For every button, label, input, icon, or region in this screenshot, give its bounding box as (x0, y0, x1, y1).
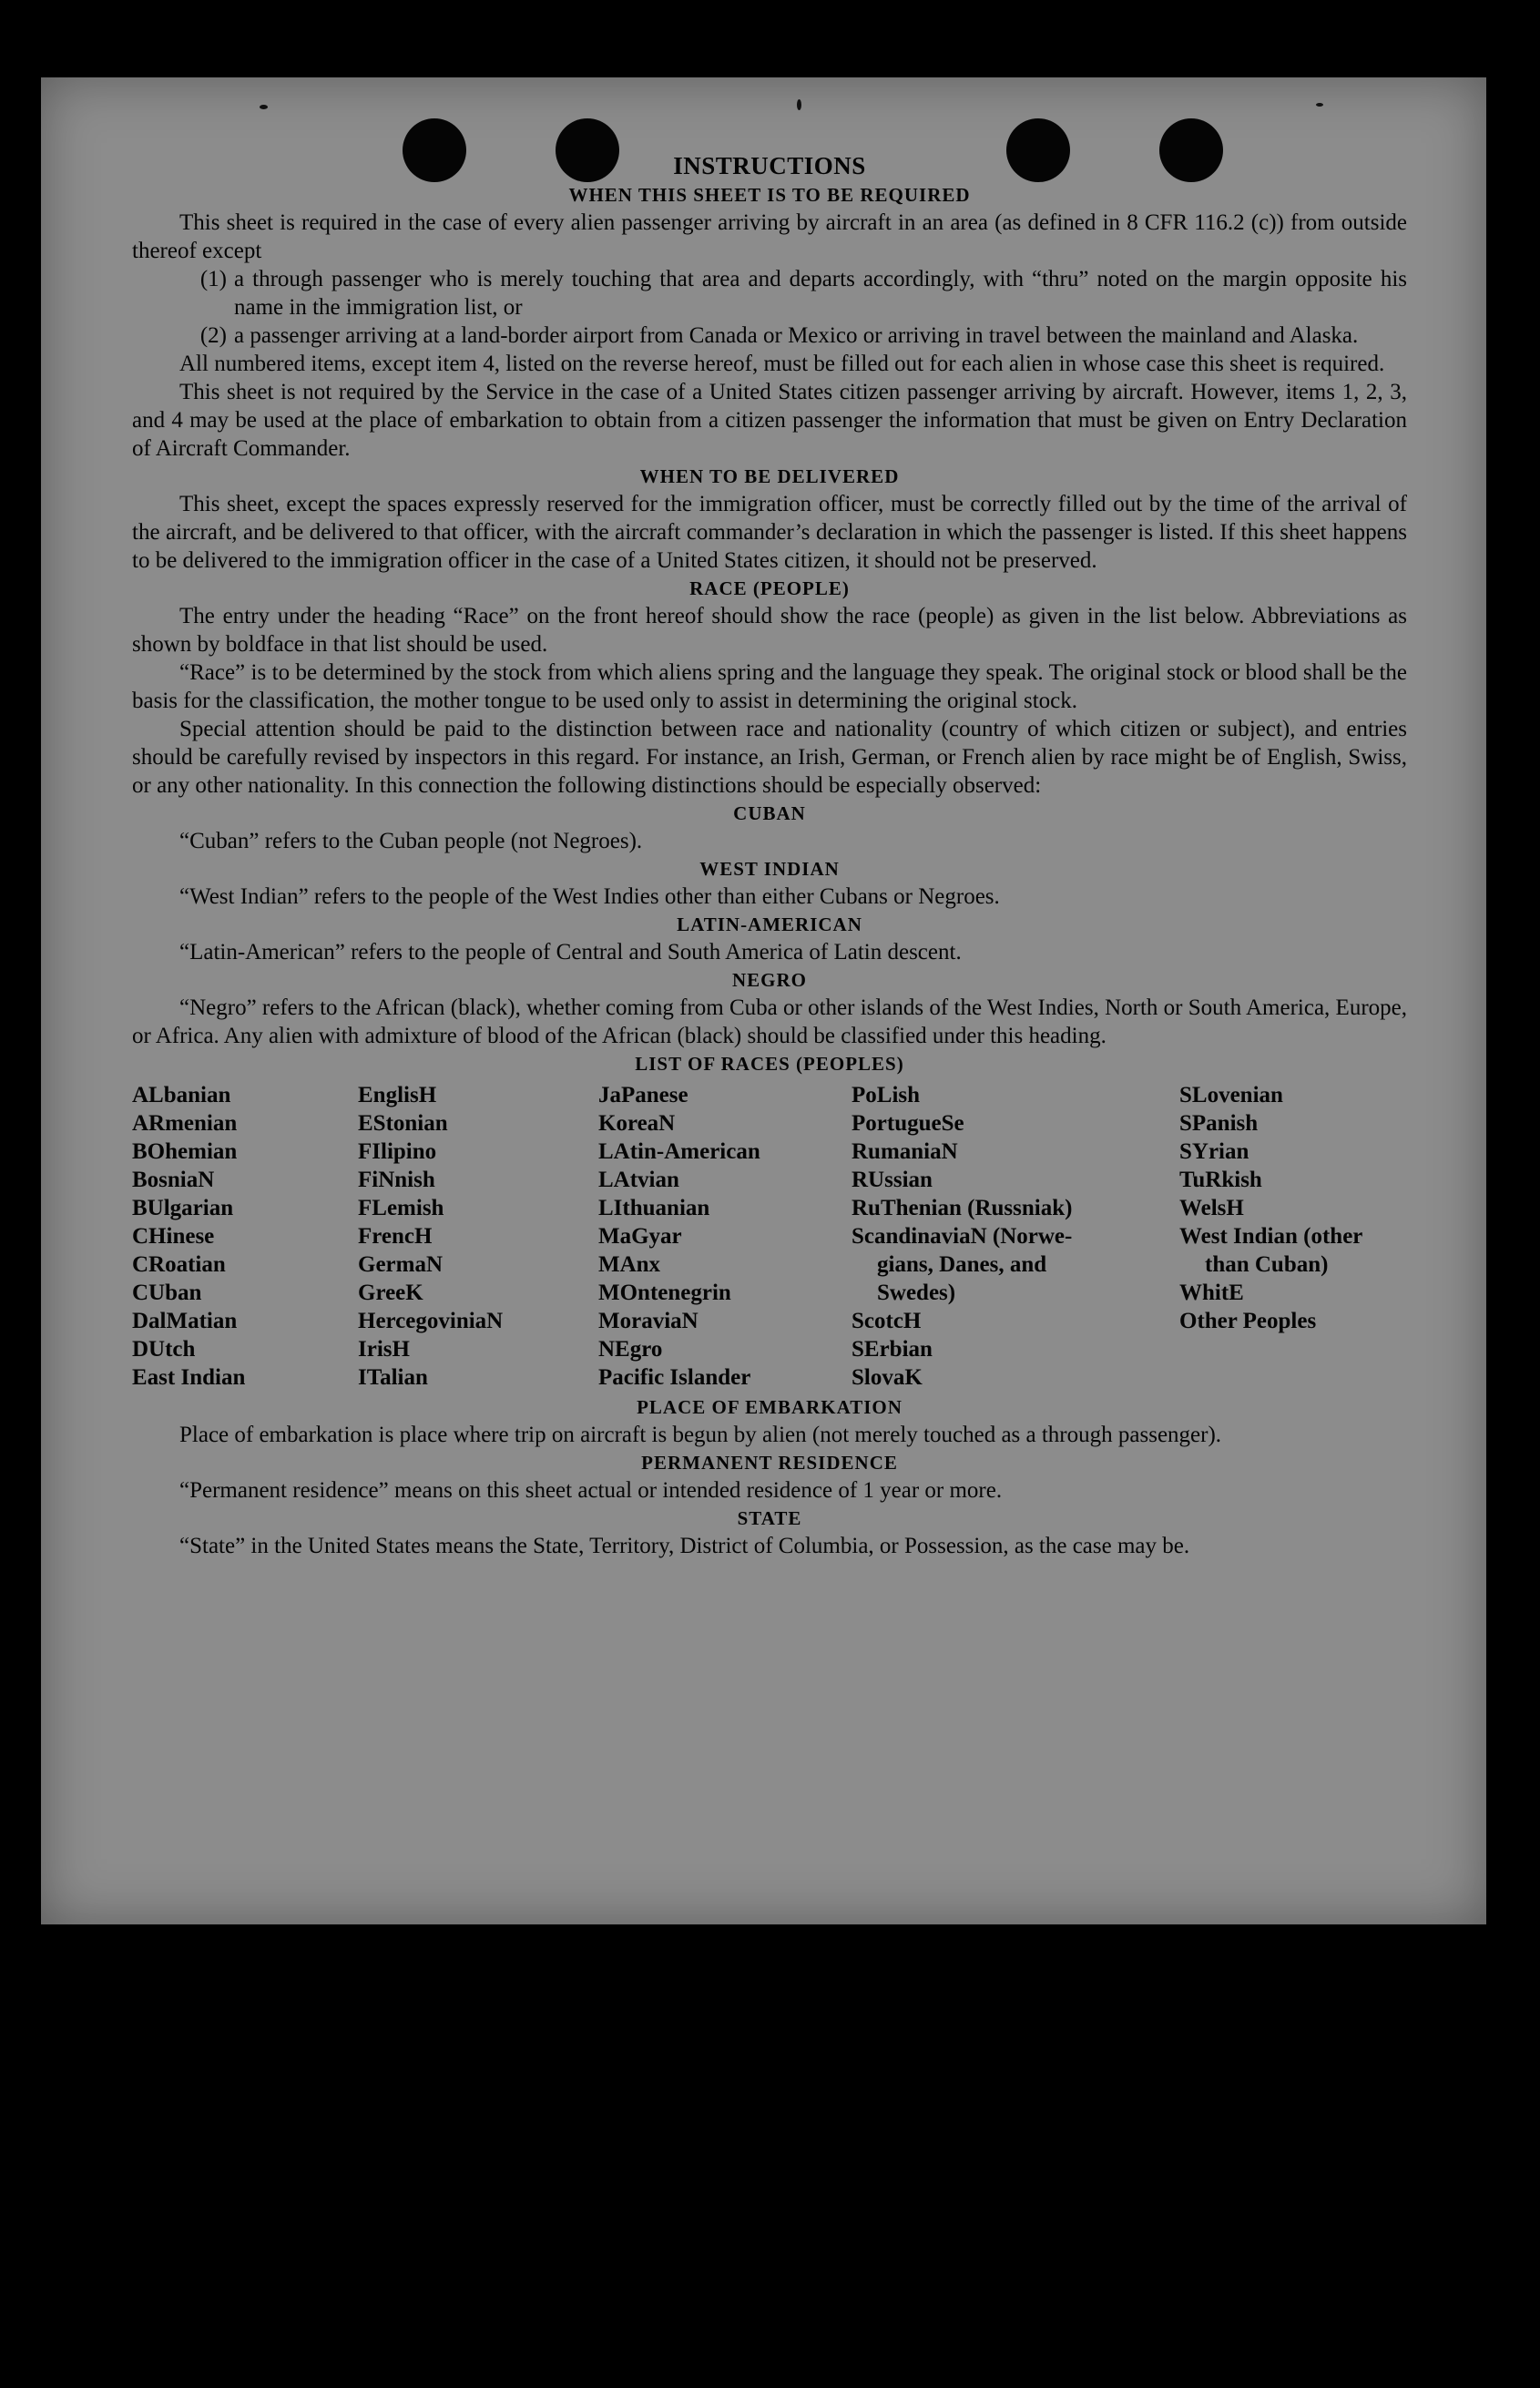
paragraph: The entry under the heading “Race” on the front hereof should show the race (people) as given in the list below. Abbreviations as shown by boldface in that list should be used. (132, 604, 1407, 657)
paragraph: “State” in the United States means the State, Territory, District of Columbia, or Possession, as the case may be. (179, 1534, 1190, 1558)
paragraph: This sheet is required in the case of every alien passenger arriving by aircraft in an area (as defined in 8 CFR 116.2 (c)) from outside thereof except (132, 210, 1407, 263)
paragraph: “Cuban” refers to the Cuban people (not Negroes). (179, 829, 643, 853)
item-text: a passenger arriving at a land-border airport from Canada or Mexico or arriving in travel between the mainland and Alaska. (234, 323, 1359, 348)
speck (260, 105, 268, 109)
race-entry: MAnx (598, 1252, 661, 1277)
section-heading: STATE (737, 1507, 802, 1529)
race-entry: SLovenian (1179, 1083, 1283, 1107)
race-entry: LAtvian (598, 1168, 679, 1192)
race-entry: DalMatian (132, 1309, 238, 1333)
race-entry: ARmenian (132, 1111, 238, 1136)
race-entry: FrencH (358, 1224, 433, 1249)
race-entry: IrisH (358, 1337, 410, 1362)
race-column (358, 1081, 598, 1392)
race-entry: DUtch (132, 1337, 196, 1362)
race-entry: SErbian (852, 1337, 933, 1362)
race-entry: LAtin-American (598, 1139, 760, 1164)
race-entry: ScotcH (852, 1309, 922, 1333)
paragraph: This sheet is not required by the Service in the case of a United States citizen passenger arriving by aircraft. However, items 1, 2, 3, and 4 may be used at the place of embarkation to obtain from a citizen passenger the information that must be given on Entry Declaration of Aircraft Commander. (132, 380, 1407, 461)
race-entry: ALbanian (132, 1083, 231, 1107)
race-entry: FLemish (358, 1196, 444, 1220)
race-entry: SPanish (1179, 1111, 1259, 1136)
speck (797, 99, 801, 110)
race-entry: Other Peoples (1179, 1309, 1317, 1333)
race-entry: BOhemian (132, 1139, 238, 1164)
race-entry: WhitE (1179, 1281, 1244, 1305)
race-entry: ScandinaviaN (Norwe- (852, 1224, 1073, 1249)
race-entry: KoreaN (598, 1111, 676, 1136)
section-heading: PERMANENT RESIDENCE (641, 1452, 898, 1474)
race-column (1179, 1081, 1407, 1392)
document-sheet (41, 77, 1486, 1924)
list-item (132, 321, 1407, 350)
paragraph: All numbered items, except item 4, listed on the reverse hereof, must be filled out for each alien in whose case this sheet is required. (179, 352, 1385, 376)
item-number: (1) (199, 267, 227, 291)
race-entry: East Indian (132, 1365, 246, 1390)
paragraph: “Race” is to be determined by the stock from which aliens spring and the language they speak. The original stock or blood shall be the basis for the classification, the mother tongue to be used only to assist in determining the original stock. (132, 660, 1407, 713)
race-entry: PoLish (852, 1083, 921, 1107)
paragraph: Place of embarkation is place where trip on aircraft is begun by alien (not merely touched as a through passenger). (179, 1423, 1222, 1447)
race-entry: than Cuban) (1205, 1252, 1329, 1277)
race-entry: MoraviaN (598, 1309, 699, 1333)
race-entry: ITalian (358, 1365, 428, 1390)
race-entry: CUban (132, 1281, 202, 1305)
paragraph: Special attention should be paid to the distinction between race and nationality (country of which citizen or subject), and entries should be carefully revised by inspectors in this regard. For instance, an Irish, German, or French alien by race might be of English, Swiss, or any other nationality. In this connection the following distinctions should be especially observed: (132, 717, 1407, 798)
section-heading: WHEN TO BE DELIVERED (639, 465, 900, 487)
page-title: INSTRUCTIONS (673, 152, 866, 179)
race-entry: MOntenegrin (598, 1281, 731, 1305)
race-entry: FiNnish (358, 1168, 435, 1192)
race-entry: EnglisH (358, 1083, 437, 1107)
race-entry: SlovaK (852, 1365, 923, 1390)
section-heading: LIST OF RACES (PEOPLES) (635, 1053, 904, 1075)
race-entry: JaPanese (598, 1083, 688, 1107)
paragraph: “Permanent residence” means on this sheet actual or intended residence of 1 year or more. (179, 1478, 1003, 1503)
race-entry: HercegoviniaN (358, 1309, 504, 1333)
race-entry: SYrian (1179, 1139, 1249, 1164)
race-entry: RumaniaN (852, 1139, 958, 1164)
section-heading: WEST INDIAN (699, 858, 840, 880)
race-entry: LIthuanian (598, 1196, 710, 1220)
paragraph: “Latin-American” refers to the people of Central and South America of Latin descent. (179, 940, 962, 964)
item-text: a through passenger who is merely touching that area and departs accordingly, with “thru” noted on the margin opposite his name in the immigration list, or (234, 267, 1407, 320)
race-entry: West Indian (other (1179, 1224, 1363, 1249)
race-entry: BosniaN (132, 1168, 215, 1192)
item-number: (2) (199, 323, 227, 348)
race-entry: TuRkish (1179, 1168, 1262, 1192)
race-column (132, 1081, 358, 1392)
race-entry: Pacific Islander (598, 1365, 751, 1390)
section-heading: CUBAN (733, 802, 806, 824)
race-column (852, 1081, 1179, 1392)
list-item (132, 265, 1407, 321)
section-heading: NEGRO (731, 969, 807, 991)
race-entry: RuThenian (Russniak) (852, 1196, 1073, 1220)
paragraph: “West Indian” refers to the people of the West Indies other than either Cubans or Negroes. (179, 884, 1000, 909)
race-column (598, 1081, 852, 1392)
race-entry: RUssian (852, 1168, 933, 1192)
instructions-content (132, 150, 1407, 1560)
section-heading: PLACE OF EMBARKATION (637, 1396, 903, 1418)
race-entry: GermaN (358, 1252, 444, 1277)
race-entry: FIlipino (358, 1139, 437, 1164)
section-heading: LATIN-AMERICAN (677, 913, 862, 935)
race-entry: BUlgarian (132, 1196, 234, 1220)
section-heading: RACE (PEOPLE) (689, 577, 850, 599)
speck (1316, 103, 1323, 107)
race-entry: MaGyar (598, 1224, 682, 1249)
race-entry: EStonian (358, 1111, 448, 1136)
paragraph: “Negro” refers to the African (black), whether coming from Cuba or other islands of the West Indies, North or South America, Europe, or Africa. Any alien with admixture of blood of the African (black) should be classified under this heading. (132, 995, 1407, 1048)
race-entry: gians, Danes, and (877, 1252, 1047, 1277)
race-entry: Swedes) (877, 1281, 956, 1305)
paragraph: This sheet, except the spaces expressly reserved for the immigration officer, must be correctly filled out by the time of the arrival of the aircraft, and be delivered to that officer, with the aircraft commander’s declaration in which the passenger is listed. If this sheet happens to be delivered to the immigration officer in the case of a United States citizen, it should not be preserved. (132, 492, 1407, 573)
race-entry: PortugueSe (852, 1111, 964, 1136)
race-entry: WelsH (1179, 1196, 1244, 1220)
race-list (132, 1081, 1407, 1392)
race-entry: CRoatian (132, 1252, 226, 1277)
race-entry: NEgro (598, 1337, 663, 1362)
section-heading: WHEN THIS SHEET IS TO BE REQUIRED (568, 184, 971, 206)
race-entry: GreeK (358, 1281, 423, 1305)
race-entry: CHinese (132, 1224, 215, 1249)
